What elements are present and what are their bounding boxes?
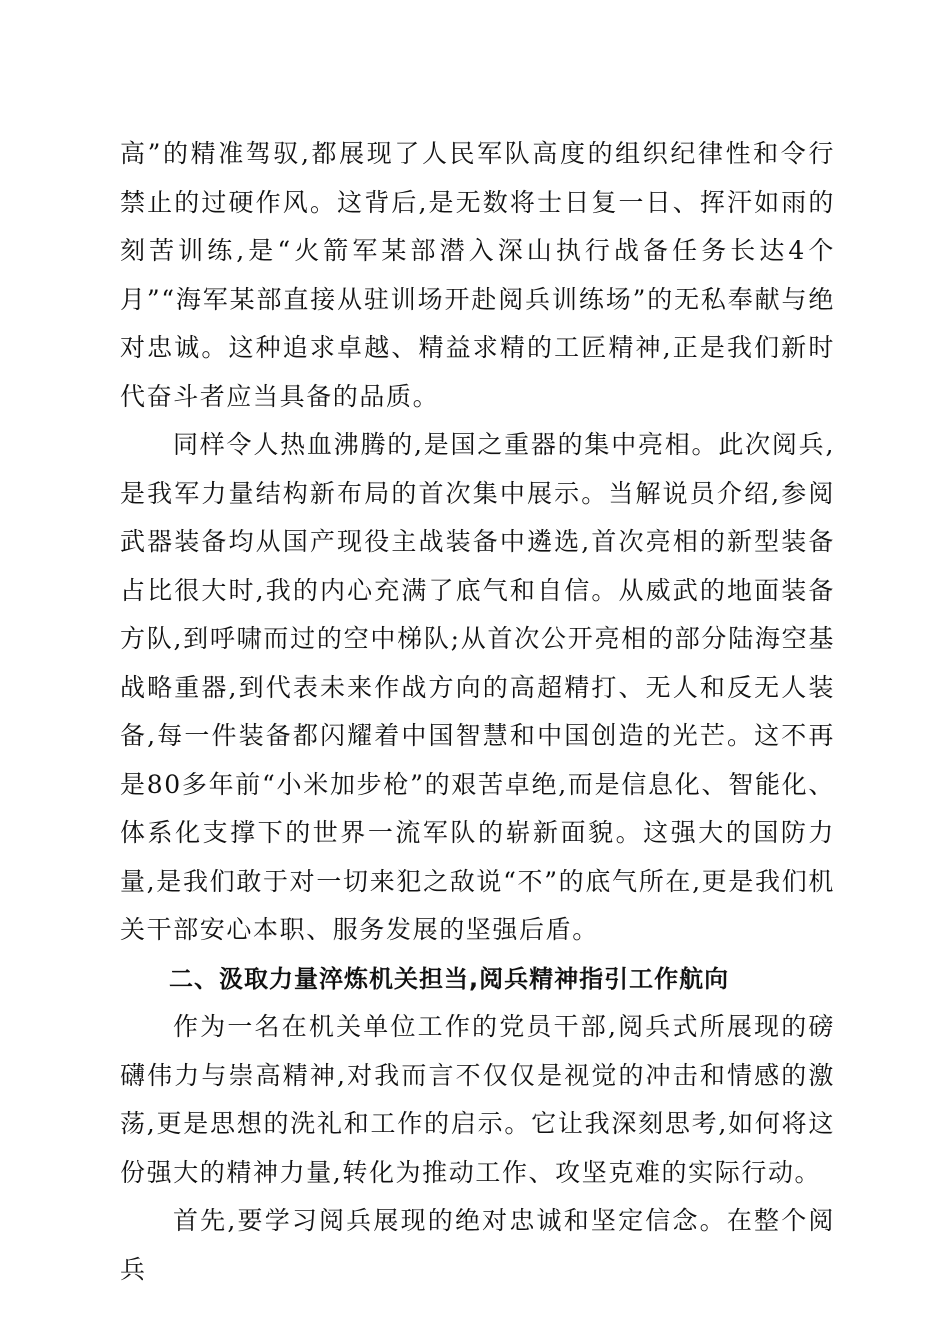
document-body <box>120 130 835 1294</box>
paragraph-weapons: 同样令人热血沸腾的,是国之重器的集中亮相。此次阅兵,是我军力量结构新布局的首次集中展示。当解说员介绍,参阅武器装备均从国产现役主战装备中遴选,首次亮相的新型装备占比很大时,我的内心充满了底气和自信。从威武的地面装备方队,到呼啸而过的空中梯队;从首次公开亮相的部分陆海空基战略重器,到代表未来作战方向的高超精打、无人和反无人装备,每一件装备都闪耀着中国智慧和中国创造的光芒。这不再是80多年前“小米加步枪”的艰苦卓绝,而是信息化、智能化、体系化支撑下的世界一流军队的崭新面貌。这强大的国防力量,是我们敢于对一切来犯之敌说“不”的底气所在,更是我们机关干部安心本职、服务发展的坚强后盾。 <box>120 430 835 944</box>
paragraph-continuation: 高”的精准驾驭,都展现了人民军队高度的组织纪律性和令行禁止的过硬作风。这背后,是无数将士日复一日、挥汗如雨的刻苦训练,是“火箭军某部潜入深山执行战备任务长达4个月”“海军某部直接从驻训场开赴阅兵训练场”的无私奉献与绝对忠诚。这种追求卓越、精益求精的工匠精神,正是我们新时代奋斗者应当具备的品质。 <box>120 139 835 411</box>
paragraph-first-point: 首先,要学习阅兵展现的绝对忠诚和坚定信念。在整个阅兵 <box>120 1206 835 1284</box>
paragraph-reflection: 作为一名在机关单位工作的党员干部,阅兵式所展现的磅礴伟力与崇高精神,对我而言不仅仅是视觉的冲击和情感的激荡,更是思想的洗礼和工作的启示。它让我深刻思考,如何将这份强大的精神力量,转化为推动工作、攻坚克难的实际行动。 <box>120 1012 835 1187</box>
section-heading: 二、汲取力量淬炼机关担当,阅兵精神指引工作航向 <box>169 964 730 993</box>
